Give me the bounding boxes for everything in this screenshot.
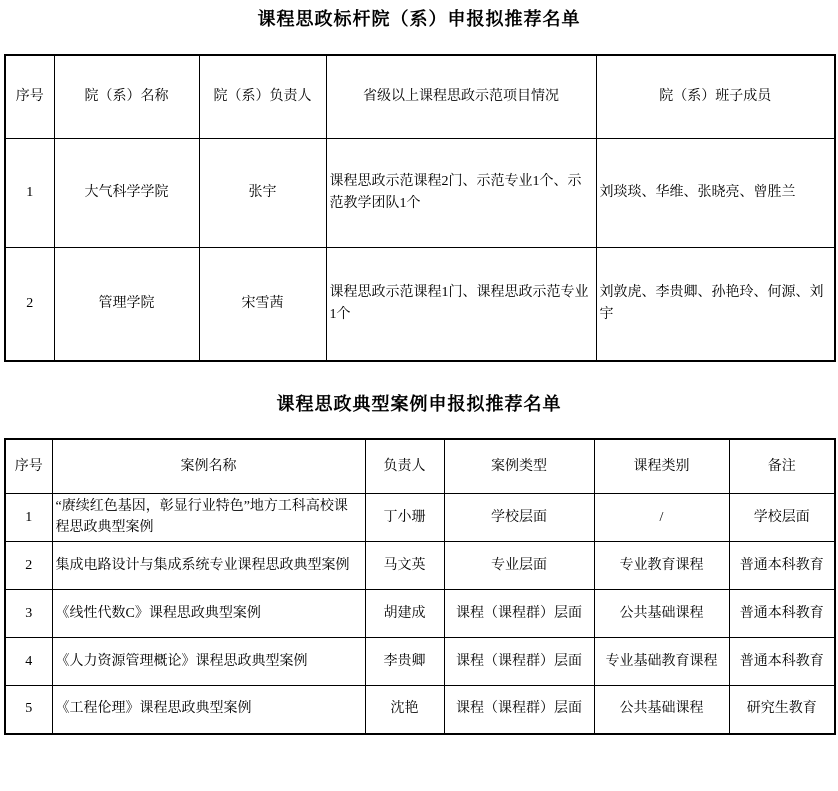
cell-demo-projects: 课程思政示范课程2门、示范专业1个、示范教学团队1个 [326, 139, 596, 248]
cell-index: 1 [5, 493, 52, 541]
table1-header-index: 序号 [5, 55, 54, 139]
cell-remarks: 普通本科教育 [729, 542, 835, 590]
table2-header-index: 序号 [5, 439, 52, 493]
cell-course-category: 公共基础课程 [594, 686, 729, 734]
cell-case-type: 课程（课程群）层面 [444, 686, 594, 734]
table1-header-college-leader: 院（系）负责人 [199, 55, 326, 139]
table2-header-case-name: 案例名称 [52, 439, 365, 493]
cell-leader: 胡建成 [365, 590, 444, 638]
cell-leader: 马文英 [365, 542, 444, 590]
table1-header-row [5, 55, 835, 139]
cell-index: 4 [5, 638, 52, 686]
cell-leader: 沈艳 [365, 686, 444, 734]
table-row [5, 638, 835, 686]
cell-case-name: 《工程伦理》课程思政典型案例 [52, 686, 365, 734]
cell-course-category: 专业基础教育课程 [594, 638, 729, 686]
table-row [5, 590, 835, 638]
cell-remarks: 普通本科教育 [729, 638, 835, 686]
table2-header-case-type: 案例类型 [444, 439, 594, 493]
table-row [5, 686, 835, 734]
cell-leader: 丁小珊 [365, 493, 444, 541]
cell-case-type: 专业层面 [444, 542, 594, 590]
cell-index: 2 [5, 248, 54, 361]
cell-demo-projects: 课程思政示范课程1门、课程思政示范专业1个 [326, 248, 596, 361]
table-row [5, 542, 835, 590]
cell-case-type: 课程（课程群）层面 [444, 590, 594, 638]
cell-team-members: 刘敦虎、李贵卿、孙艳玲、何源、刘宇 [596, 248, 835, 361]
cell-remarks: 研究生教育 [729, 686, 835, 734]
cell-case-name: 集成电路设计与集成系统专业课程思政典型案例 [52, 542, 365, 590]
cell-course-category: 公共基础课程 [594, 590, 729, 638]
cell-index: 5 [5, 686, 52, 734]
cell-leader: 李贵卿 [365, 638, 444, 686]
cell-case-name: “赓续红色基因，彰显行业特色”地方工科高校课程思政典型案例 [52, 493, 365, 541]
table1-header-team-members: 院（系）班子成员 [596, 55, 835, 139]
cell-course-category: 专业教育课程 [594, 542, 729, 590]
table1-header-college-name: 院（系）名称 [54, 55, 199, 139]
table1-title: 课程思政标杆院（系）申报拟推荐名单 [257, 9, 581, 29]
cell-index: 2 [5, 542, 52, 590]
cell-case-type: 课程（课程群）层面 [444, 638, 594, 686]
table2-header-leader: 负责人 [365, 439, 444, 493]
cell-college-name: 管理学院 [54, 248, 199, 361]
table2-title: 课程思政典型案例申报拟推荐名单 [276, 393, 562, 414]
table-row [5, 248, 835, 361]
table2-header-remarks: 备注 [729, 439, 835, 493]
cell-team-members: 刘琰琰、华维、张晓亮、曾胜兰 [596, 139, 835, 248]
cell-college-leader: 张宇 [199, 139, 326, 248]
cell-remarks: 学校层面 [729, 493, 835, 541]
cell-case-type: 学校层面 [444, 493, 594, 541]
table2-header-course-category: 课程类别 [594, 439, 729, 493]
table2-header-row [5, 439, 835, 493]
table1-header-demo-projects: 省级以上课程思政示范项目情况 [326, 55, 596, 139]
table-row [5, 139, 835, 248]
table-row [5, 493, 835, 541]
typical-cases-table [4, 438, 836, 734]
benchmark-colleges-table [4, 54, 836, 362]
cell-case-name: 《人力资源管理概论》课程思政典型案例 [52, 638, 365, 686]
cell-course-category: / [594, 493, 729, 541]
cell-index: 3 [5, 590, 52, 638]
cell-index: 1 [5, 139, 54, 248]
cell-college-name: 大气科学学院 [54, 139, 199, 248]
cell-case-name: 《线性代数C》课程思政典型案例 [52, 590, 365, 638]
cell-remarks: 普通本科教育 [729, 590, 835, 638]
cell-college-leader: 宋雪茜 [199, 248, 326, 361]
